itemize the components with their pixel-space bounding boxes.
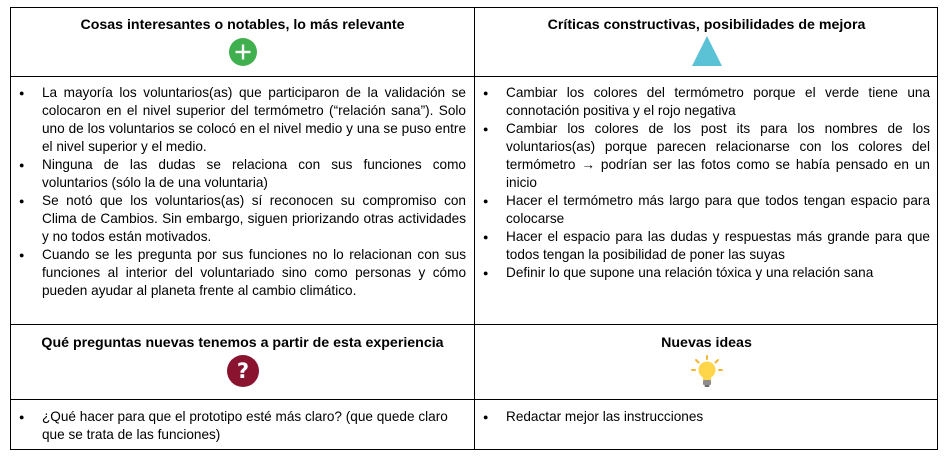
row-divider-3	[11, 399, 937, 400]
list-item: ● Se notó que los voluntarios(as) sí reconocen su compromiso con Clima de Cambios. Sin embargo, siguen priorizando otras actividades y no todos están motivados.	[11, 192, 466, 246]
interesting-list	[11, 84, 466, 300]
list-item: ● Ninguna de las dudas se relaciona con sus funciones como voluntarios (sólo la de una voluntaria)	[11, 156, 466, 192]
list-item: ● Hacer el termómetro más largo para que todos tengan espacio para colocarse	[475, 192, 930, 228]
triangle-icon	[691, 35, 723, 72]
header-critiques-title: Críticas constructivas, posibilidades de mejora	[547, 17, 866, 33]
idea-list-cell	[475, 408, 938, 426]
row-divider-1	[11, 76, 937, 77]
critique-list-cell	[475, 84, 938, 282]
header-questions	[11, 325, 474, 399]
question-list-cell	[11, 408, 474, 444]
list-item: ● Hacer el espacio para las dudas y respuestas más grande para que todos tengan la posibilidad de poner las suyas	[475, 228, 930, 264]
question-icon	[227, 355, 259, 392]
feedback-grid	[10, 7, 938, 450]
question-list	[11, 408, 466, 444]
header-ideas	[475, 325, 938, 399]
header-critiques	[475, 8, 938, 76]
header-questions-title: Qué preguntas nuevas tenemos a partir de esta experiencia	[41, 335, 444, 351]
list-item: ● Cuando se les pregunta por sus funciones no lo relacionan con sus funciones al interior del voluntariado sino como personas y cómo pueden ayudar al planeta frente al cambio climático.	[11, 246, 466, 300]
interesting-list-cell	[11, 84, 474, 300]
list-item: ● La mayoría los voluntarios(as) que participaron de la validación se colocaron en el nivel superior del termómetro (“relación sana”). Solo uno de los voluntarios se colocó en el nivel medio y una se puso entre el nivel superior y el medio.	[11, 84, 466, 156]
list-item: ● Definir lo que supone una relación tóxica y una relación sana	[475, 264, 930, 282]
plus-icon	[229, 38, 257, 71]
header-interesting	[11, 8, 474, 76]
svg-text:?: ?	[236, 359, 249, 383]
lightbulb-icon	[691, 355, 723, 394]
idea-list	[475, 408, 930, 426]
header-interesting-title: Cosas interesantes o notables, lo más relevante	[80, 17, 405, 33]
list-item: ● ¿Qué hacer para que el prototipo esté más claro? (que quede claro que se trata de las funciones)	[11, 408, 466, 444]
header-ideas-title: Nuevas ideas	[661, 335, 752, 351]
list-item: ● Cambiar los colores de los post its para los nombres de los voluntarios(as) porque parecen relacionarse con los colores del termómetro → podrían ser las fotos como se había pensado en un inicio	[475, 120, 930, 192]
list-item: ● Cambiar los colores del termómetro porque el verde tiene una connotación positiva y el rojo negativa	[475, 84, 930, 120]
critique-list	[475, 84, 930, 282]
list-item: ● Redactar mejor las instrucciones	[475, 408, 930, 426]
